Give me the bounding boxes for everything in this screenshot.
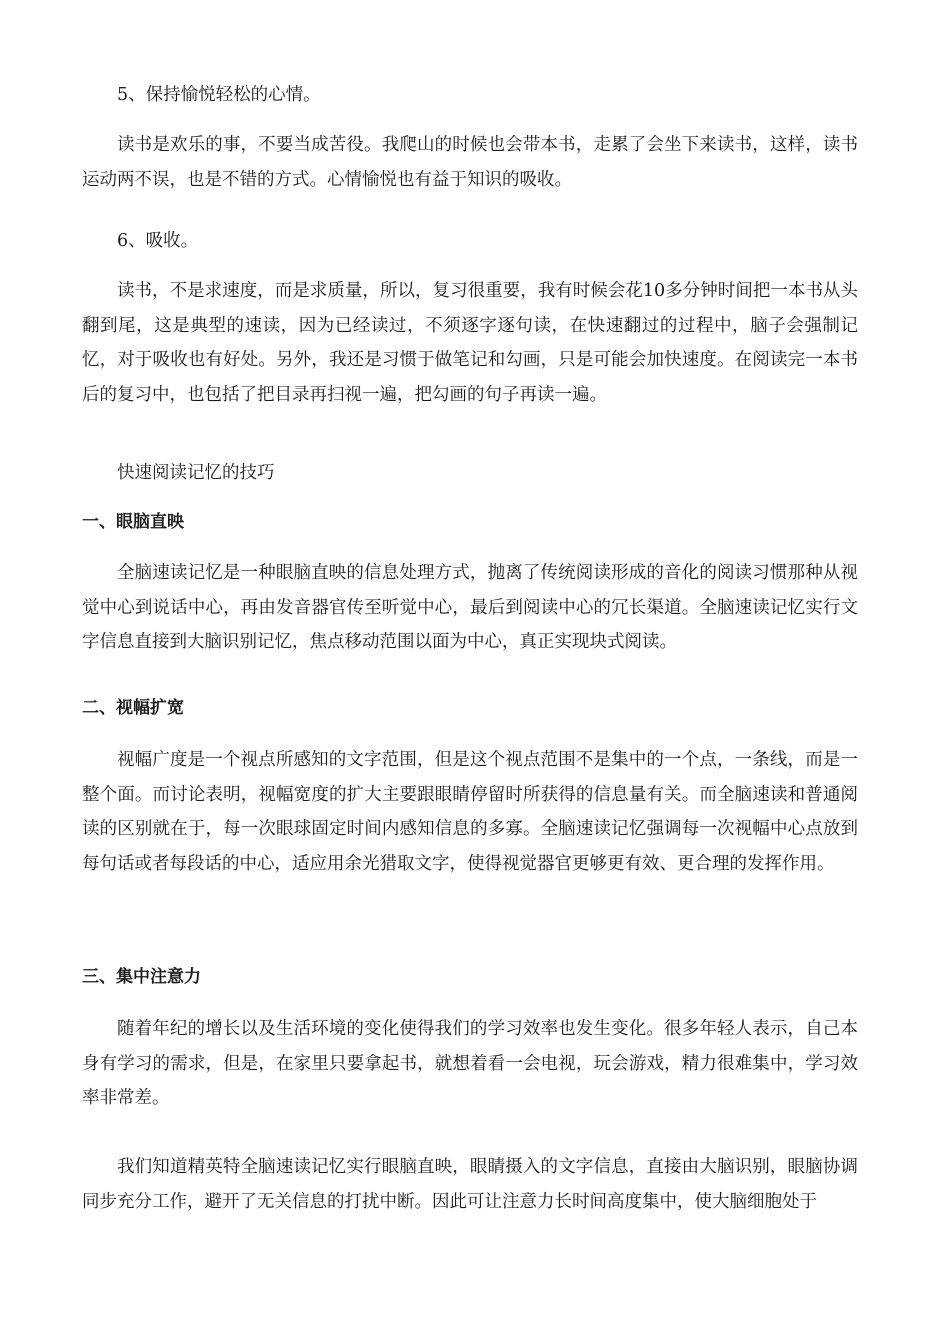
item6-title: 6、吸收。	[117, 231, 199, 251]
section3-body2: 我们知道精英特全脑速读记忆实行眼脑直映，眼睛摄入的文字信息，直接由大脑识别，眼脑协调同步充分工作，避开了无关信息的打扰中断。因此可让注意力长时间高度集中，使大脑细胞处于	[82, 1157, 858, 1212]
item5-title: 5、保持愉悦轻松的心情。	[117, 85, 321, 105]
item6-body: 读书，不是求速度，而是求质量，所以，复习很重要，我有时候会花10多分钟时间把一本书从头翻到尾，这是典型的速读，因为已经读过，不须逐字逐句读，在快速翻过的过程中，脑子会强制记忆，对于吸收也有好处。另外，我还是习惯于做笔记和勾画，只是可能会加快速度。在阅读完一本书后的复习中，也包括了把目录再扫视一遍，把勾画的句子再读一遍。	[82, 281, 858, 405]
section2-body: 视幅广度是一个视点所感知的文字范围，但是这个视点范围不是集中的一个点，一条线，而是一整个面。而讨论表明，视幅宽度的扩大主要跟眼睛停留时所获得的信息量有关。而全脑速读和普通阅读的区别就在于，每一次眼球固定时间内感知信息的多寡。全脑速读记忆强调每一次视幅中心点放到每句话或者每段话的中心，适应用余光猎取文字，使得视觉器官更够更有效、更合理的发挥作用。	[82, 750, 858, 874]
section3-body1: 随着年纪的增长以及生活环境的变化使得我们的学习效率也发生变化。很多年轻人表示，自己本身有学习的需求，但是，在家里只要拿起书，就想着看一会电视，玩会游戏，精力很难集中，学习效率非常差。	[82, 1019, 858, 1108]
tips-title: 快速阅读记忆的技巧	[117, 463, 275, 483]
section2-heading: 二、视幅扩宽	[82, 698, 184, 718]
section1-heading: 一、眼脑直映	[82, 512, 184, 532]
section3-heading: 三、集中注意力	[82, 967, 201, 987]
section1-body: 全脑速读记忆是一种眼脑直映的信息处理方式，抛离了传统阅读形成的音化的阅读习惯那种从视觉中心到说话中心，再由发音器官传至听觉中心，最后到阅读中心的冗长渠道。全脑速读记忆实行文字信息直接到大脑识别记忆，焦点移动范围以面为中心，真正实现块式阅读。	[82, 563, 858, 652]
item5-body: 读书是欢乐的事，不要当成苦役。我爬山的时候也会带本书，走累了会坐下来读书，这样，读书运动两不误，也是不错的方式。心情愉悦也有益于知识的吸收。	[82, 135, 858, 190]
